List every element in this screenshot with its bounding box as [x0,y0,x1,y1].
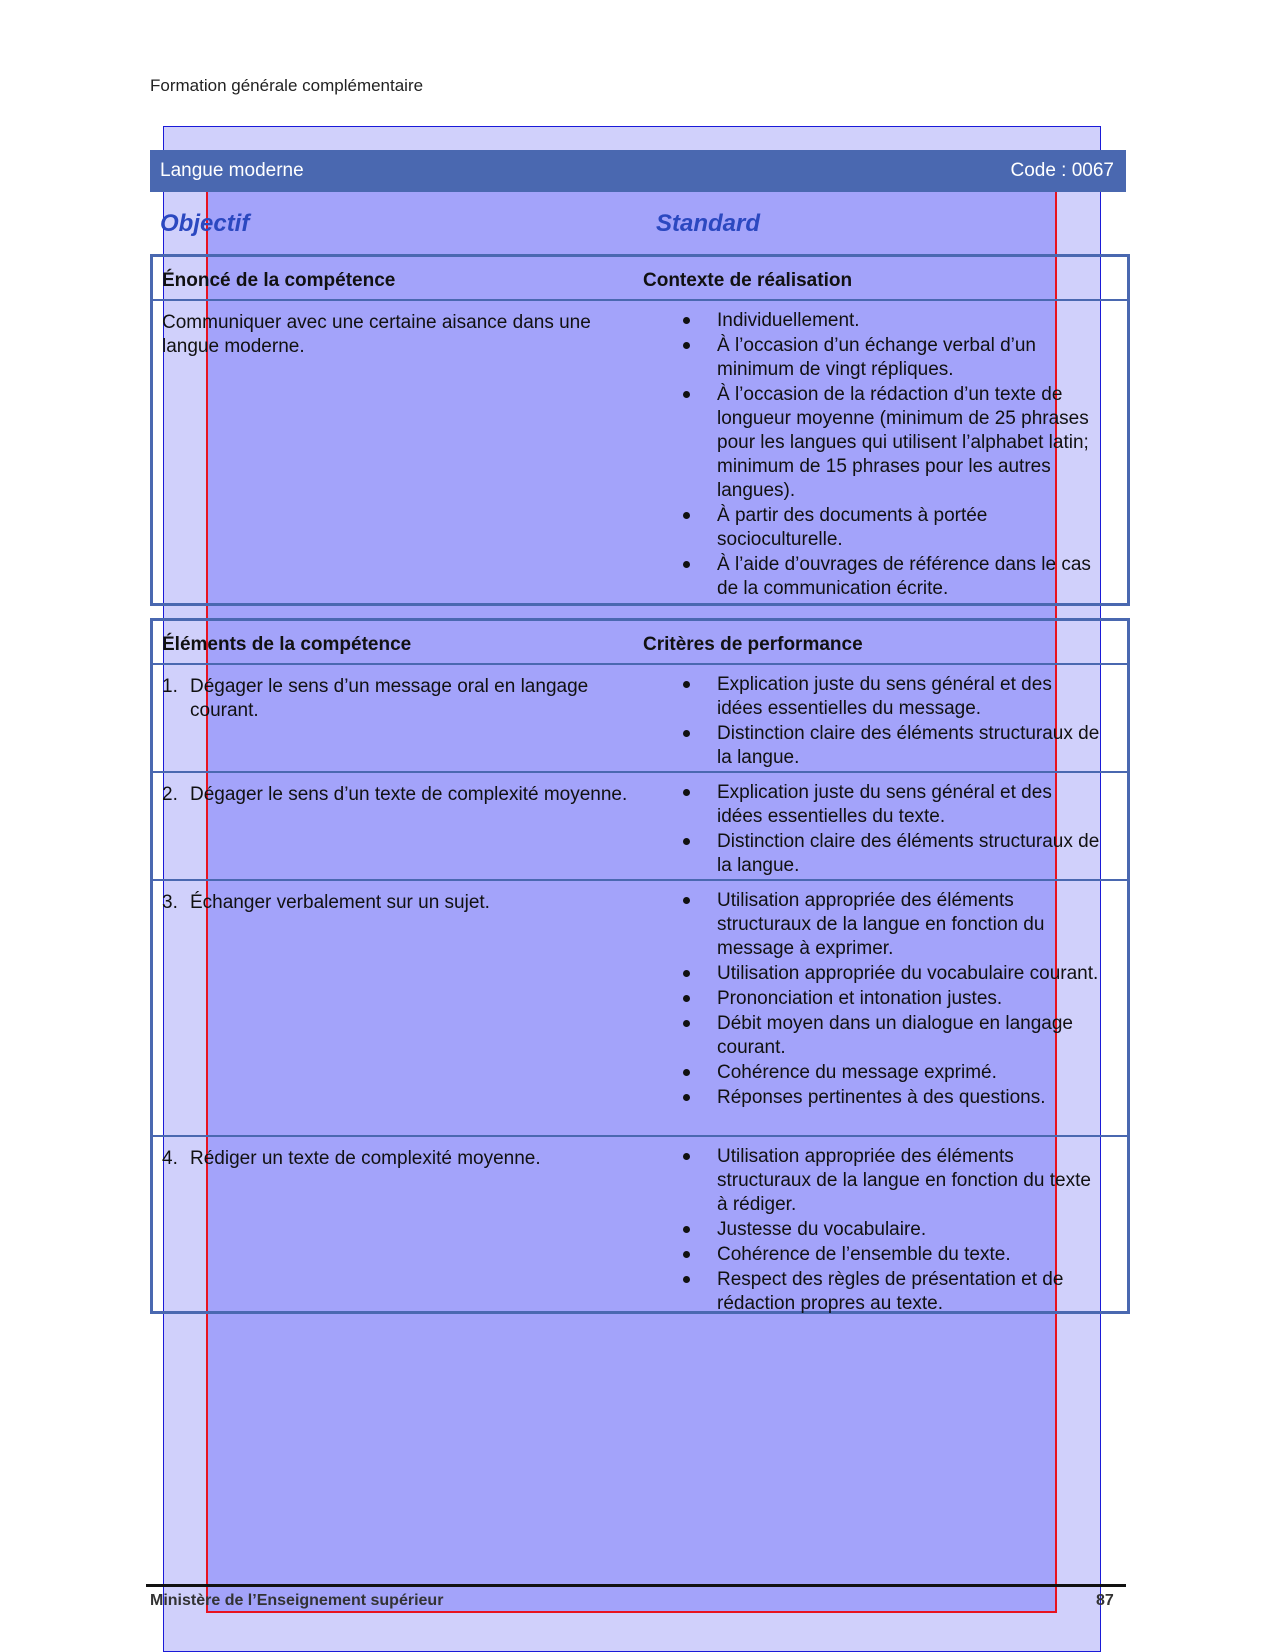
criteria-item: Distinction claire des éléments structuraux de la langue. [681,722,1101,770]
context-item: À partir des documents à portée socioculturelle. [681,504,1101,552]
footer-rule [146,1584,1126,1587]
criteria-item: Utilisation appropriée des éléments structuraux de la langue en fonction du message à exprimer. [681,889,1101,961]
element-text [162,891,632,915]
element-text [162,1147,632,1171]
criteria-item: Explication juste du sens général et des idées essentielles du message. [681,673,1101,721]
element-text [162,783,632,807]
elements-header-row [153,621,1127,665]
elements-heading: Éléments de la compétence [162,634,412,655]
criteria-list [681,781,1101,879]
context-item: Individuellement. [681,309,1101,333]
criteria-item: Utilisation appropriée du vocabulaire courant. [681,962,1101,986]
element-label: Dégager le sens d’un message oral en langage courant. [190,676,589,721]
element-number: 4. [162,1148,178,1169]
course-band [150,150,1126,192]
course-code: Code : 0067 [1010,160,1114,181]
statement-heading: Énoncé de la compétence [162,270,396,291]
element-row [153,771,1127,879]
context-heading: Contexte de réalisation [643,270,853,291]
criteria-item: Utilisation appropriée des éléments structuraux de la langue en fonction du texte à rédiger. [681,1145,1101,1217]
competence-elements-table [150,618,1130,1314]
criteria-item: Débit moyen dans un dialogue en langage courant. [681,1012,1101,1060]
criteria-item: Réponses pertinentes à des questions. [681,1086,1101,1110]
context-item: À l’aide d’ouvrages de référence dans le cas de la communication écrite. [681,553,1101,601]
tab-standard: Standard [656,210,761,237]
element-rows [153,665,1127,1315]
criteria-item: Justesse du vocabulaire. [681,1218,1101,1242]
element-label: Rédiger un texte de complexité moyenne. [190,1148,541,1169]
criteria-list [681,673,1101,771]
footer-ministry: Ministère de l’Enseignement supérieur [150,1592,444,1609]
statement-header-row [153,257,1127,301]
course-name: Langue moderne [160,160,304,181]
context-item: À l’occasion d’un échange verbal d’un minimum de vingt répliques. [681,334,1101,382]
criteria-item: Distinction claire des éléments structuraux de la langue. [681,830,1101,878]
competence-statement: Communiquer avec une certaine aisance dans une langue moderne. [162,312,591,357]
element-label: Échanger verbalement sur un sujet. [190,892,490,913]
criteria-list [681,889,1101,1111]
page-number: 87 [1096,1592,1114,1609]
element-row [153,879,1127,1135]
competence-statement-table [150,254,1130,606]
tab-objectif: Objectif [160,210,250,237]
element-text [162,675,632,723]
criteria-item: Explication juste du sens général et des idées essentielles du texte. [681,781,1101,829]
context-list [681,309,1101,602]
criteria-list [681,1145,1101,1317]
element-number: 3. [162,892,178,913]
element-row [153,665,1127,771]
element-label: Dégager le sens d’un texte de complexité moyenne. [190,784,628,805]
element-row [153,1135,1127,1315]
running-header: Formation générale complémentaire [150,76,424,95]
context-item: À l’occasion de la rédaction d’un texte de longueur moyenne (minimum de 25 phrases pour les langues qui utilisent l’alphabet latin; minimum de 15 phrases pour les autres langues). [681,383,1101,503]
element-number: 2. [162,784,178,805]
element-number: 1. [162,676,178,697]
criteria-heading: Critères de performance [643,634,863,655]
criteria-item: Respect des règles de présentation et de rédaction propres au texte. [681,1268,1101,1316]
criteria-item: Cohérence du message exprimé. [681,1061,1101,1085]
criteria-item: Prononciation et intonation justes. [681,987,1101,1011]
criteria-item: Cohérence de l’ensemble du texte. [681,1243,1101,1267]
